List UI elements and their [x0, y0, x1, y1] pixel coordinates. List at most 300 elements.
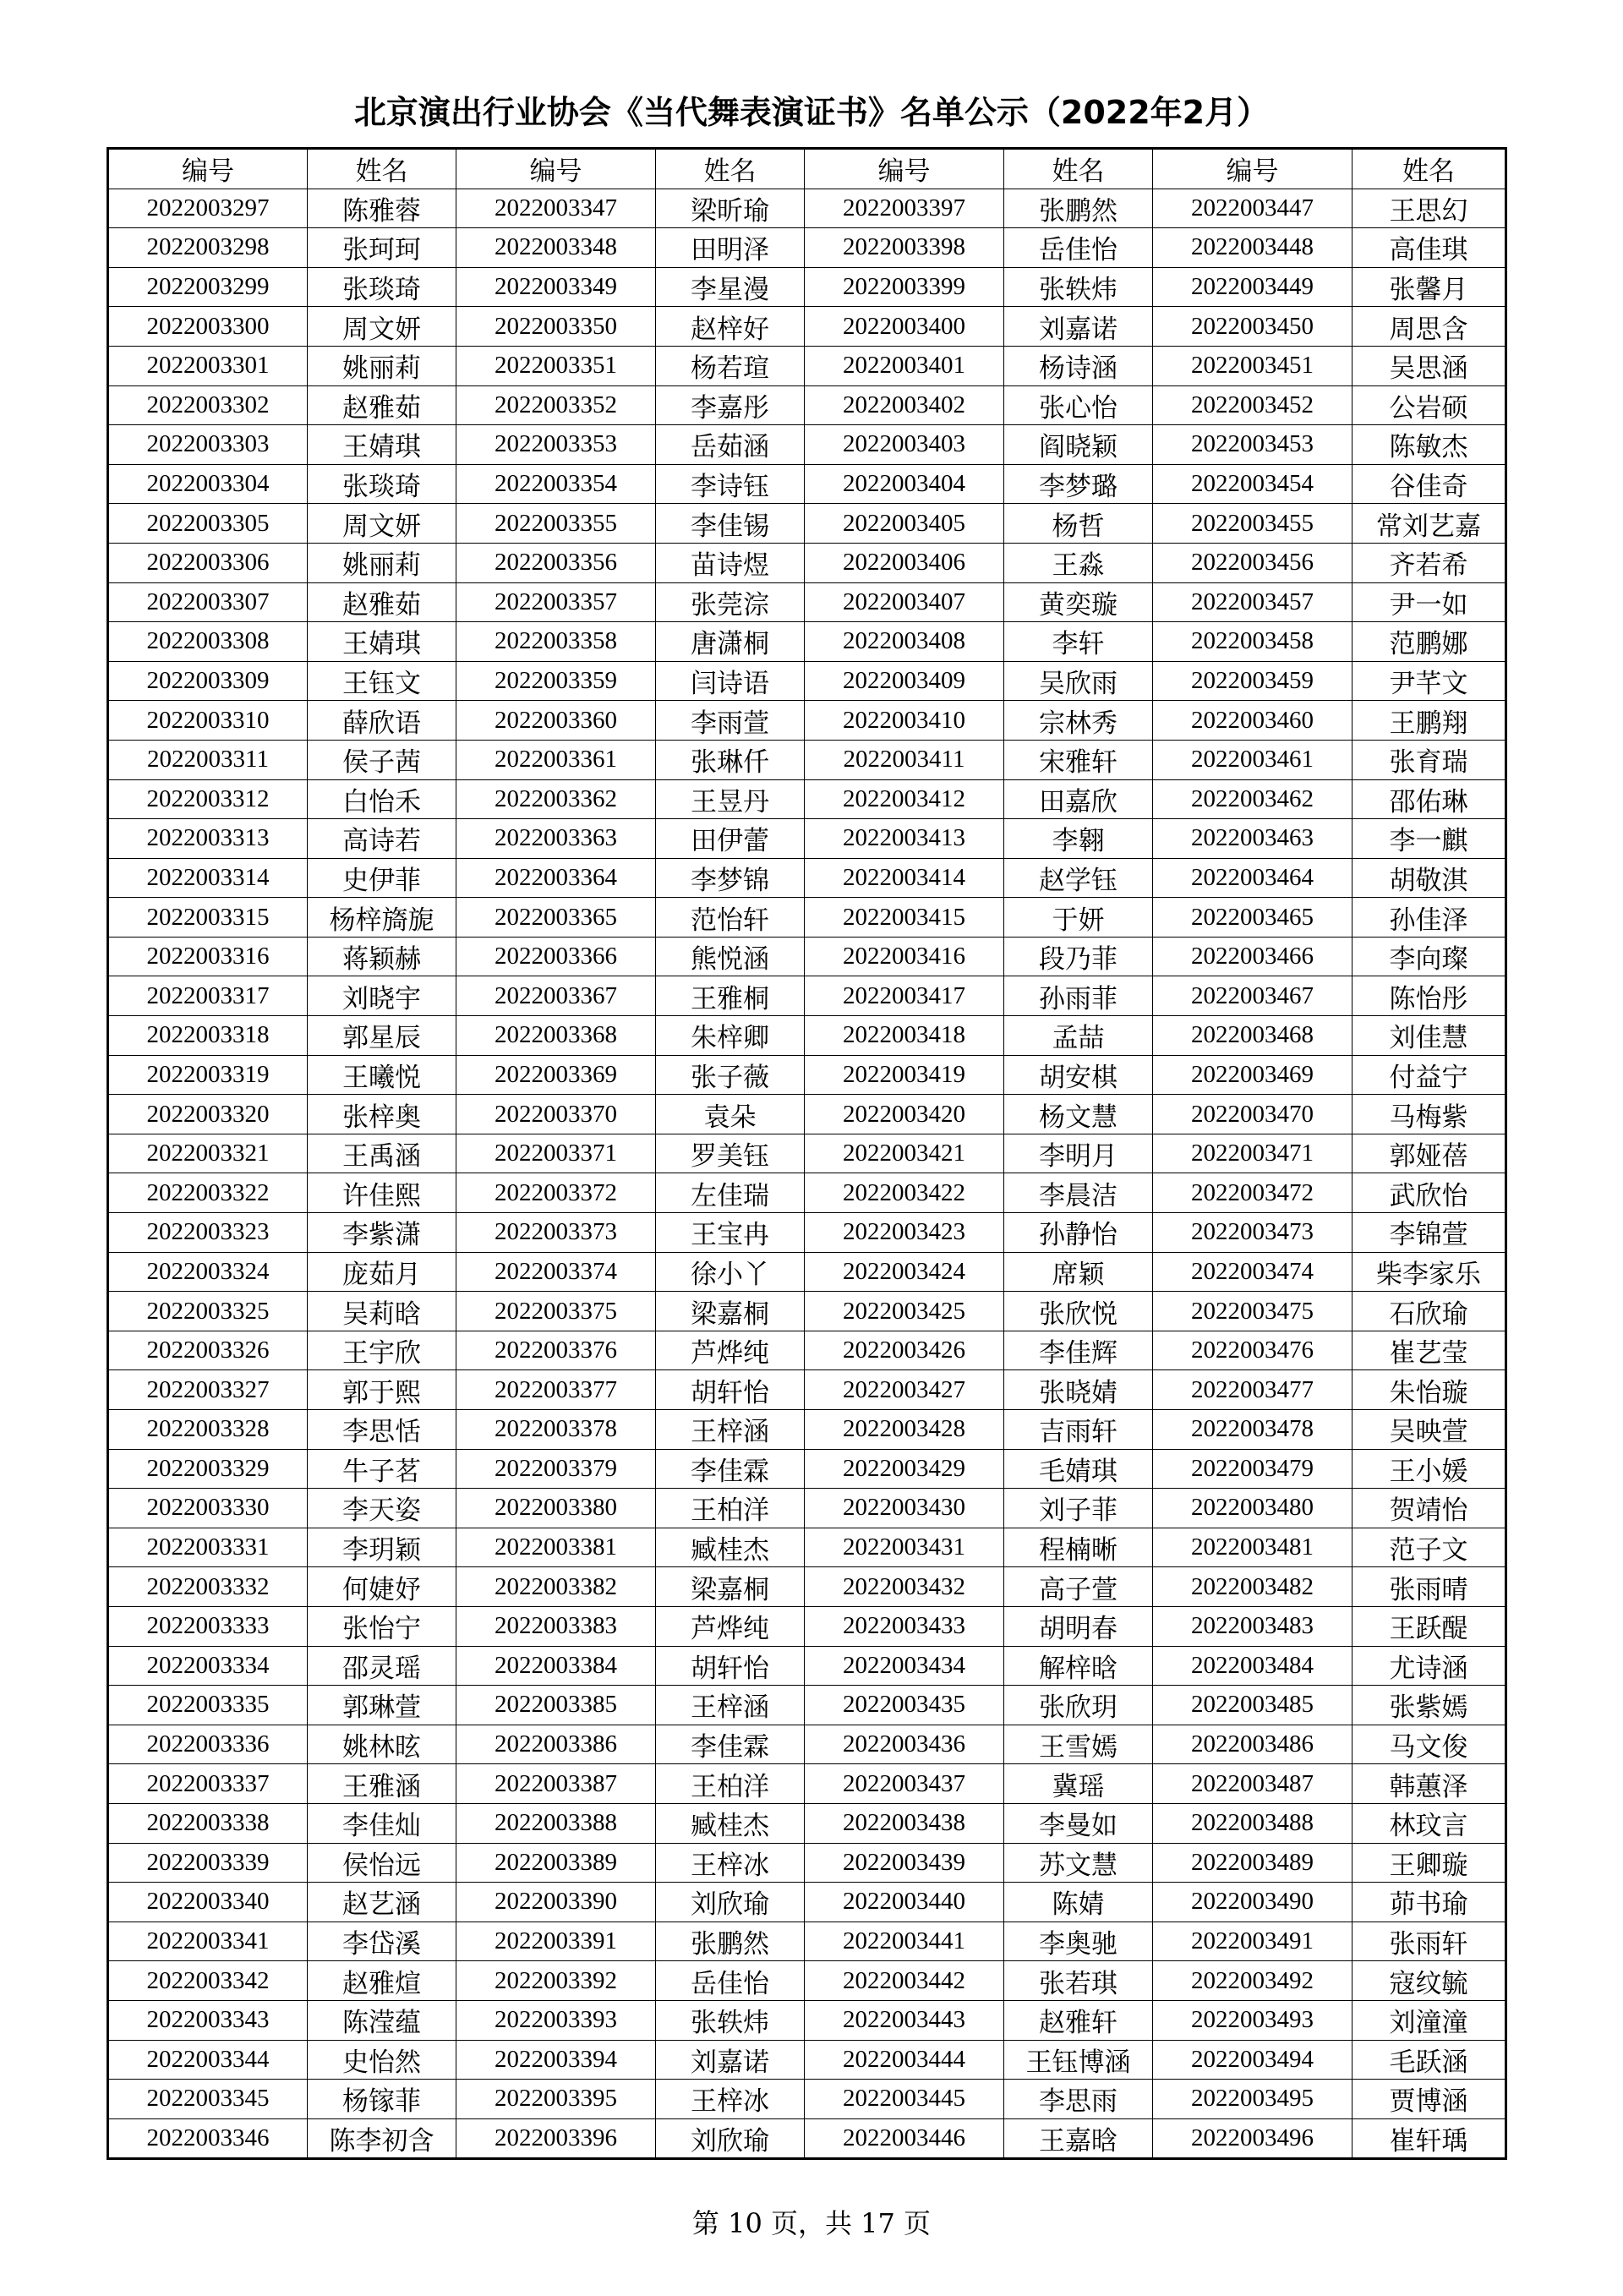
holder-name-cell: 闫诗语	[656, 661, 805, 701]
holder-name-cell: 李梦锦	[656, 858, 805, 898]
certificate-id-cell: 2022003321	[108, 1134, 308, 1173]
holder-name-cell: 胡轩怡	[656, 1646, 805, 1686]
certificate-id-cell: 2022003343	[108, 2000, 308, 2040]
holder-name-cell: 王柏洋	[656, 1489, 805, 1528]
certificate-id-cell: 2022003311	[108, 740, 308, 779]
certificate-id-cell: 2022003338	[108, 1803, 308, 1843]
certificate-id-cell: 2022003461	[1153, 740, 1352, 779]
holder-name-cell: 柴李家乐	[1352, 1252, 1506, 1292]
certificate-id-cell: 2022003397	[805, 189, 1004, 228]
certificate-id-cell: 2022003306	[108, 543, 308, 582]
holder-name-cell: 胡敬淇	[1352, 858, 1506, 898]
holder-name-cell: 付益宁	[1352, 1055, 1506, 1095]
holder-name-cell: 邵灵瑶	[308, 1646, 456, 1686]
certificate-id-cell: 2022003421	[805, 1134, 1004, 1173]
certificate-id-cell: 2022003478	[1153, 1410, 1352, 1450]
table-row	[108, 1646, 1506, 1686]
table-row	[108, 976, 1506, 1016]
certificate-id-cell: 2022003316	[108, 937, 308, 976]
holder-name-cell: 马梅紫	[1352, 1095, 1506, 1134]
table-row	[108, 189, 1506, 228]
holder-name-cell: 王梓涵	[656, 1410, 805, 1450]
certificate-id-cell: 2022003479	[1153, 1449, 1352, 1489]
holder-name-cell: 孙佳泽	[1352, 898, 1506, 938]
certificate-id-cell: 2022003381	[456, 1528, 656, 1567]
holder-name-cell: 孙雨菲	[1004, 976, 1153, 1016]
holder-name-cell: 李思雨	[1004, 2080, 1153, 2119]
holder-name-cell: 姚丽莉	[308, 346, 456, 385]
holder-name-cell: 张心怡	[1004, 385, 1153, 425]
holder-name-cell: 刘晓宇	[308, 976, 456, 1016]
certificate-id-cell: 2022003387	[456, 1764, 656, 1804]
holder-name-cell: 胡明春	[1004, 1606, 1153, 1646]
certificate-id-cell: 2022003345	[108, 2080, 308, 2119]
table-row	[108, 267, 1506, 307]
holder-name-cell: 王钰博涵	[1004, 2040, 1153, 2080]
holder-name-cell: 武欣怡	[1352, 1173, 1506, 1213]
holder-name-cell: 田明泽	[656, 228, 805, 268]
table-row	[108, 543, 1506, 582]
holder-name-cell: 张琳仟	[656, 740, 805, 779]
certificate-id-cell: 2022003376	[456, 1331, 656, 1370]
certificate-id-cell: 2022003361	[456, 740, 656, 779]
certificate-id-cell: 2022003423	[805, 1213, 1004, 1253]
certificate-id-cell: 2022003374	[456, 1252, 656, 1292]
certificate-id-cell: 2022003337	[108, 1764, 308, 1804]
certificate-id-cell: 2022003341	[108, 1922, 308, 1961]
certificate-id-cell: 2022003365	[456, 898, 656, 938]
certificate-id-cell: 2022003485	[1153, 1686, 1352, 1725]
holder-name-cell: 王婧琪	[308, 425, 456, 465]
table-row	[108, 1922, 1506, 1961]
table-header-row	[108, 149, 1506, 189]
holder-name-cell: 齐若希	[1352, 543, 1506, 582]
holder-name-cell: 李佳霖	[656, 1449, 805, 1489]
certificate-id-cell: 2022003385	[456, 1686, 656, 1725]
certificate-id-cell: 2022003399	[805, 267, 1004, 307]
table-row	[108, 622, 1506, 662]
certificate-id-cell: 2022003491	[1153, 1922, 1352, 1961]
certificate-id-cell: 2022003401	[805, 346, 1004, 385]
certificate-id-cell: 2022003313	[108, 819, 308, 859]
holder-name-cell: 李雨萱	[656, 701, 805, 741]
holder-name-cell: 田嘉欣	[1004, 779, 1153, 819]
holder-name-cell: 张梓奥	[308, 1095, 456, 1134]
table-row	[108, 1764, 1506, 1804]
holder-name-cell: 王梓冰	[656, 2080, 805, 2119]
certificate-id-cell: 2022003333	[108, 1606, 308, 1646]
certificate-id-cell: 2022003492	[1153, 1961, 1352, 2001]
certificate-id-cell: 2022003481	[1153, 1528, 1352, 1567]
holder-name-cell: 王鹏翔	[1352, 701, 1506, 741]
certificate-id-cell: 2022003409	[805, 661, 1004, 701]
certificate-id-cell: 2022003418	[805, 1016, 1004, 1056]
page-number: 第 10 页，共 17 页	[691, 2207, 932, 2239]
certificate-id-cell: 2022003364	[456, 858, 656, 898]
holder-name-cell: 王宝冉	[656, 1213, 805, 1253]
certificate-id-cell: 2022003404	[805, 464, 1004, 504]
certificate-id-cell: 2022003488	[1153, 1803, 1352, 1843]
holder-name-cell: 常刘艺嘉	[1352, 504, 1506, 544]
holder-name-cell: 苏文慧	[1004, 1843, 1153, 1883]
holder-name-cell: 李梦璐	[1004, 464, 1153, 504]
holder-name-cell: 段乃菲	[1004, 937, 1153, 976]
certificate-id-cell: 2022003477	[1153, 1370, 1352, 1410]
holder-name-cell: 孙静怡	[1004, 1213, 1153, 1253]
holder-name-cell: 郭于熙	[308, 1370, 456, 1410]
table-row	[108, 1055, 1506, 1095]
certificate-id-cell: 2022003334	[108, 1646, 308, 1686]
certificate-id-cell: 2022003346	[108, 2118, 308, 2159]
table-row	[108, 1213, 1506, 1253]
holder-name-cell: 刘嘉诺	[656, 2040, 805, 2080]
certificate-id-cell: 2022003452	[1153, 385, 1352, 425]
holder-name-cell: 周文妍	[308, 307, 456, 347]
holder-name-cell: 李思恬	[308, 1410, 456, 1450]
holder-name-cell: 席颖	[1004, 1252, 1153, 1292]
table-row	[108, 661, 1506, 701]
certificate-id-cell: 2022003351	[456, 346, 656, 385]
holder-name-cell: 杨哲	[1004, 504, 1153, 544]
table-row	[108, 504, 1506, 544]
holder-name-cell: 贺靖怡	[1352, 1489, 1506, 1528]
holder-name-cell: 李轩	[1004, 622, 1153, 662]
holder-name-cell: 赵艺涵	[308, 1883, 456, 1922]
holder-name-cell: 张若琪	[1004, 1961, 1153, 2001]
certificate-id-cell: 2022003480	[1153, 1489, 1352, 1528]
certificate-id-cell: 2022003459	[1153, 661, 1352, 701]
holder-name-cell: 吴莉晗	[308, 1292, 456, 1331]
certificate-id-cell: 2022003458	[1153, 622, 1352, 662]
certificate-id-cell: 2022003393	[456, 2000, 656, 2040]
certificate-id-cell: 2022003336	[108, 1725, 308, 1764]
table-row	[108, 898, 1506, 938]
certificate-id-cell: 2022003444	[805, 2040, 1004, 2080]
certificate-id-cell: 2022003325	[108, 1292, 308, 1331]
table-row	[108, 1528, 1506, 1567]
holder-name-cell: 刘潼潼	[1352, 2000, 1506, 2040]
table-row	[108, 1843, 1506, 1883]
holder-name-cell: 李曼如	[1004, 1803, 1153, 1843]
table-row	[108, 1370, 1506, 1410]
holder-name-cell: 李玥颖	[308, 1528, 456, 1567]
certificate-id-cell: 2022003449	[1153, 267, 1352, 307]
certificate-id-cell: 2022003388	[456, 1803, 656, 1843]
holder-name-cell: 孟喆	[1004, 1016, 1153, 1056]
holder-name-cell: 于妍	[1004, 898, 1153, 938]
certificate-id-cell: 2022003413	[805, 819, 1004, 859]
holder-name-cell: 张怡宁	[308, 1606, 456, 1646]
holder-name-cell: 梁嘉桐	[656, 1567, 805, 1607]
certificate-id-cell: 2022003323	[108, 1213, 308, 1253]
certificate-id-cell: 2022003331	[108, 1528, 308, 1567]
certificate-id-cell: 2022003417	[805, 976, 1004, 1016]
table-row	[108, 2080, 1506, 2119]
table-row	[108, 1449, 1506, 1489]
certificate-id-cell: 2022003398	[805, 228, 1004, 268]
holder-name-cell: 赵雅茹	[308, 582, 456, 622]
certificate-id-cell: 2022003441	[805, 1922, 1004, 1961]
holder-name-cell: 苗诗煜	[656, 543, 805, 582]
holder-name-cell: 杨镓菲	[308, 2080, 456, 2119]
certificate-id-cell: 2022003314	[108, 858, 308, 898]
certificate-id-cell: 2022003403	[805, 425, 1004, 465]
certificate-id-cell: 2022003324	[108, 1252, 308, 1292]
certificate-id-cell: 2022003363	[456, 819, 656, 859]
certificate-id-cell: 2022003310	[108, 701, 308, 741]
certificate-id-cell: 2022003484	[1153, 1646, 1352, 1686]
certificate-id-cell: 2022003408	[805, 622, 1004, 662]
header-name: 姓名	[1352, 149, 1506, 189]
certificate-id-cell: 2022003350	[456, 307, 656, 347]
certificate-id-cell: 2022003486	[1153, 1725, 1352, 1764]
certificate-id-cell: 2022003438	[805, 1803, 1004, 1843]
certificate-id-cell: 2022003378	[456, 1410, 656, 1450]
holder-name-cell: 王禹涵	[308, 1134, 456, 1173]
certificate-id-cell: 2022003415	[805, 898, 1004, 938]
holder-name-cell: 马文俊	[1352, 1725, 1506, 1764]
certificate-id-cell: 2022003312	[108, 779, 308, 819]
holder-name-cell: 王雪嫣	[1004, 1725, 1153, 1764]
holder-name-cell: 田伊蕾	[656, 819, 805, 859]
certificate-id-cell: 2022003434	[805, 1646, 1004, 1686]
certificate-id-cell: 2022003305	[108, 504, 308, 544]
holder-name-cell: 公岩硕	[1352, 385, 1506, 425]
certificate-id-cell: 2022003326	[108, 1331, 308, 1370]
holder-name-cell: 王梓冰	[656, 1843, 805, 1883]
certificate-id-cell: 2022003308	[108, 622, 308, 662]
holder-name-cell: 郭娅蓓	[1352, 1134, 1506, 1173]
certificate-id-cell: 2022003446	[805, 2118, 1004, 2159]
holder-name-cell: 李佳灿	[308, 1803, 456, 1843]
holder-name-cell: 李翱	[1004, 819, 1153, 859]
holder-name-cell: 陈怡彤	[1352, 976, 1506, 1016]
holder-name-cell: 张琰琦	[308, 267, 456, 307]
table-row	[108, 2118, 1506, 2159]
holder-name-cell: 李紫潇	[308, 1213, 456, 1253]
table-row	[108, 1134, 1506, 1173]
certificate-id-cell: 2022003428	[805, 1410, 1004, 1450]
holder-name-cell: 蒋颖赫	[308, 937, 456, 976]
certificate-id-cell: 2022003354	[456, 464, 656, 504]
certificate-id-cell: 2022003422	[805, 1173, 1004, 1213]
holder-name-cell: 崔艺莹	[1352, 1331, 1506, 1370]
holder-name-cell: 熊悦涵	[656, 937, 805, 976]
certificate-id-cell: 2022003309	[108, 661, 308, 701]
holder-name-cell: 王淼	[1004, 543, 1153, 582]
table-row	[108, 1489, 1506, 1528]
certificate-id-cell: 2022003358	[456, 622, 656, 662]
holder-name-cell: 林玟言	[1352, 1803, 1506, 1843]
holder-name-cell: 陈李初含	[308, 2118, 456, 2159]
holder-name-cell: 毛婧琪	[1004, 1449, 1153, 1489]
holder-name-cell: 左佳瑞	[656, 1173, 805, 1213]
certificate-id-cell: 2022003372	[456, 1173, 656, 1213]
certificate-id-cell: 2022003483	[1153, 1606, 1352, 1646]
holder-name-cell: 杨诗涵	[1004, 346, 1153, 385]
certificate-id-cell: 2022003495	[1153, 2080, 1352, 2119]
certificate-id-cell: 2022003411	[805, 740, 1004, 779]
holder-name-cell: 岳佳怡	[1004, 228, 1153, 268]
holder-name-cell: 史伊菲	[308, 858, 456, 898]
holder-name-cell: 王钰文	[308, 661, 456, 701]
holder-name-cell: 张莞淙	[656, 582, 805, 622]
certificate-id-cell: 2022003322	[108, 1173, 308, 1213]
certificate-id-cell: 2022003297	[108, 189, 308, 228]
certificate-id-cell: 2022003366	[456, 937, 656, 976]
certificate-id-cell: 2022003389	[456, 1843, 656, 1883]
holder-name-cell: 陈敏杰	[1352, 425, 1506, 465]
certificate-id-cell: 2022003349	[456, 267, 656, 307]
table-row	[108, 1961, 1506, 2001]
holder-name-cell: 石欣瑜	[1352, 1292, 1506, 1331]
holder-name-cell: 黄奕璇	[1004, 582, 1153, 622]
certificate-id-cell: 2022003412	[805, 779, 1004, 819]
table-row	[108, 346, 1506, 385]
certificate-id-cell: 2022003379	[456, 1449, 656, 1489]
certificate-id-cell: 2022003451	[1153, 346, 1352, 385]
table-row	[108, 740, 1506, 779]
holder-name-cell: 李星漫	[656, 267, 805, 307]
holder-name-cell: 杨梓旖旎	[308, 898, 456, 938]
certificate-id-cell: 2022003448	[1153, 228, 1352, 268]
certificate-id-cell: 2022003300	[108, 307, 308, 347]
holder-name-cell: 薛欣语	[308, 701, 456, 741]
header-id: 编号	[108, 149, 308, 189]
certificate-id-cell: 2022003472	[1153, 1173, 1352, 1213]
certificate-id-cell: 2022003400	[805, 307, 1004, 347]
header-name: 姓名	[1004, 149, 1153, 189]
holder-name-cell: 梁昕瑜	[656, 189, 805, 228]
holder-name-cell: 张紫嫣	[1352, 1686, 1506, 1725]
certificate-id-cell: 2022003439	[805, 1843, 1004, 1883]
holder-name-cell: 李诗钰	[656, 464, 805, 504]
holder-name-cell: 程楠晰	[1004, 1528, 1153, 1567]
holder-name-cell: 罗美钰	[656, 1134, 805, 1173]
certificate-id-cell: 2022003356	[456, 543, 656, 582]
certificate-id-cell: 2022003307	[108, 582, 308, 622]
certificate-id-cell: 2022003490	[1153, 1883, 1352, 1922]
table-row	[108, 1252, 1506, 1292]
certificate-id-cell: 2022003360	[456, 701, 656, 741]
holder-name-cell: 尹一如	[1352, 582, 1506, 622]
holder-name-cell: 张轶炜	[656, 2000, 805, 2040]
holder-name-cell: 刘嘉诺	[1004, 307, 1153, 347]
holder-name-cell: 王雅桐	[656, 976, 805, 1016]
certificate-id-cell: 2022003406	[805, 543, 1004, 582]
certificate-id-cell: 2022003392	[456, 1961, 656, 2001]
certificate-id-cell: 2022003414	[805, 858, 1004, 898]
holder-name-cell: 庞茹月	[308, 1252, 456, 1292]
holder-name-cell: 王梓涵	[656, 1686, 805, 1725]
table-row	[108, 1883, 1506, 1922]
holder-name-cell: 李一麒	[1352, 819, 1506, 859]
holder-name-cell: 毛跃涵	[1352, 2040, 1506, 2080]
certificate-id-cell: 2022003355	[456, 504, 656, 544]
holder-name-cell: 高佳琪	[1352, 228, 1506, 268]
certificate-id-cell: 2022003437	[805, 1764, 1004, 1804]
certificate-id-cell: 2022003344	[108, 2040, 308, 2080]
table-row	[108, 385, 1506, 425]
certificate-id-cell: 2022003299	[108, 267, 308, 307]
holder-name-cell: 王雅涵	[308, 1764, 456, 1804]
holder-name-cell: 赵学钰	[1004, 858, 1153, 898]
holder-name-cell: 张欣玥	[1004, 1686, 1153, 1725]
certificate-id-cell: 2022003440	[805, 1883, 1004, 1922]
holder-name-cell: 李明月	[1004, 1134, 1153, 1173]
certificate-id-cell: 2022003419	[805, 1055, 1004, 1095]
certificate-id-cell: 2022003456	[1153, 543, 1352, 582]
certificate-id-cell: 2022003320	[108, 1095, 308, 1134]
certificate-id-cell: 2022003468	[1153, 1016, 1352, 1056]
holder-name-cell: 阎晓颖	[1004, 425, 1153, 465]
certificate-id-cell: 2022003396	[456, 2118, 656, 2159]
certificate-id-cell: 2022003359	[456, 661, 656, 701]
certificate-id-cell: 2022003496	[1153, 2118, 1352, 2159]
certificate-id-cell: 2022003348	[456, 228, 656, 268]
table-row	[108, 1803, 1506, 1843]
certificate-id-cell: 2022003462	[1153, 779, 1352, 819]
certificate-id-cell: 2022003368	[456, 1016, 656, 1056]
certificate-id-cell: 2022003469	[1153, 1055, 1352, 1095]
certificate-id-cell: 2022003447	[1153, 189, 1352, 228]
holder-name-cell: 臧桂杰	[656, 1528, 805, 1567]
holder-name-cell: 张琰琦	[308, 464, 456, 504]
certificate-id-cell: 2022003301	[108, 346, 308, 385]
certificate-id-cell: 2022003369	[456, 1055, 656, 1095]
certificate-id-cell: 2022003340	[108, 1883, 308, 1922]
certificate-id-cell: 2022003467	[1153, 976, 1352, 1016]
table-row	[108, 307, 1506, 347]
certificate-id-cell: 2022003357	[456, 582, 656, 622]
certificate-id-cell: 2022003442	[805, 1961, 1004, 2001]
certificate-id-cell: 2022003466	[1153, 937, 1352, 976]
holder-name-cell: 张馨月	[1352, 267, 1506, 307]
holder-name-cell: 王思幻	[1352, 189, 1506, 228]
certificate-id-cell: 2022003493	[1153, 2000, 1352, 2040]
certificate-id-cell: 2022003362	[456, 779, 656, 819]
holder-name-cell: 宗林秀	[1004, 701, 1153, 741]
table-row	[108, 425, 1506, 465]
holder-name-cell: 姚林昡	[308, 1725, 456, 1764]
holder-name-cell: 范怡轩	[656, 898, 805, 938]
holder-name-cell: 梁嘉桐	[656, 1292, 805, 1331]
header-id: 编号	[1153, 149, 1352, 189]
certificate-id-cell: 2022003329	[108, 1449, 308, 1489]
holder-name-cell: 陈滢蕴	[308, 2000, 456, 2040]
holder-name-cell: 杨若瑄	[656, 346, 805, 385]
certificate-id-cell: 2022003454	[1153, 464, 1352, 504]
certificate-id-cell: 2022003464	[1153, 858, 1352, 898]
certificate-id-cell: 2022003335	[108, 1686, 308, 1725]
table-row	[108, 1686, 1506, 1725]
table-row	[108, 701, 1506, 741]
certificate-id-cell: 2022003427	[805, 1370, 1004, 1410]
holder-name-cell: 韩蕙泽	[1352, 1764, 1506, 1804]
table-row	[108, 1606, 1506, 1646]
holder-name-cell: 李锦萱	[1352, 1213, 1506, 1253]
holder-name-cell: 李天姿	[308, 1489, 456, 1528]
holder-name-cell: 刘欣瑜	[656, 1883, 805, 1922]
certificate-id-cell: 2022003384	[456, 1646, 656, 1686]
certificate-id-cell: 2022003386	[456, 1725, 656, 1764]
holder-name-cell: 胡安棋	[1004, 1055, 1153, 1095]
table-row	[108, 937, 1506, 976]
holder-name-cell: 陈雅蓉	[308, 189, 456, 228]
table-row	[108, 1410, 1506, 1450]
holder-name-cell: 王嘉晗	[1004, 2118, 1153, 2159]
holder-name-cell: 王宇欣	[308, 1331, 456, 1370]
